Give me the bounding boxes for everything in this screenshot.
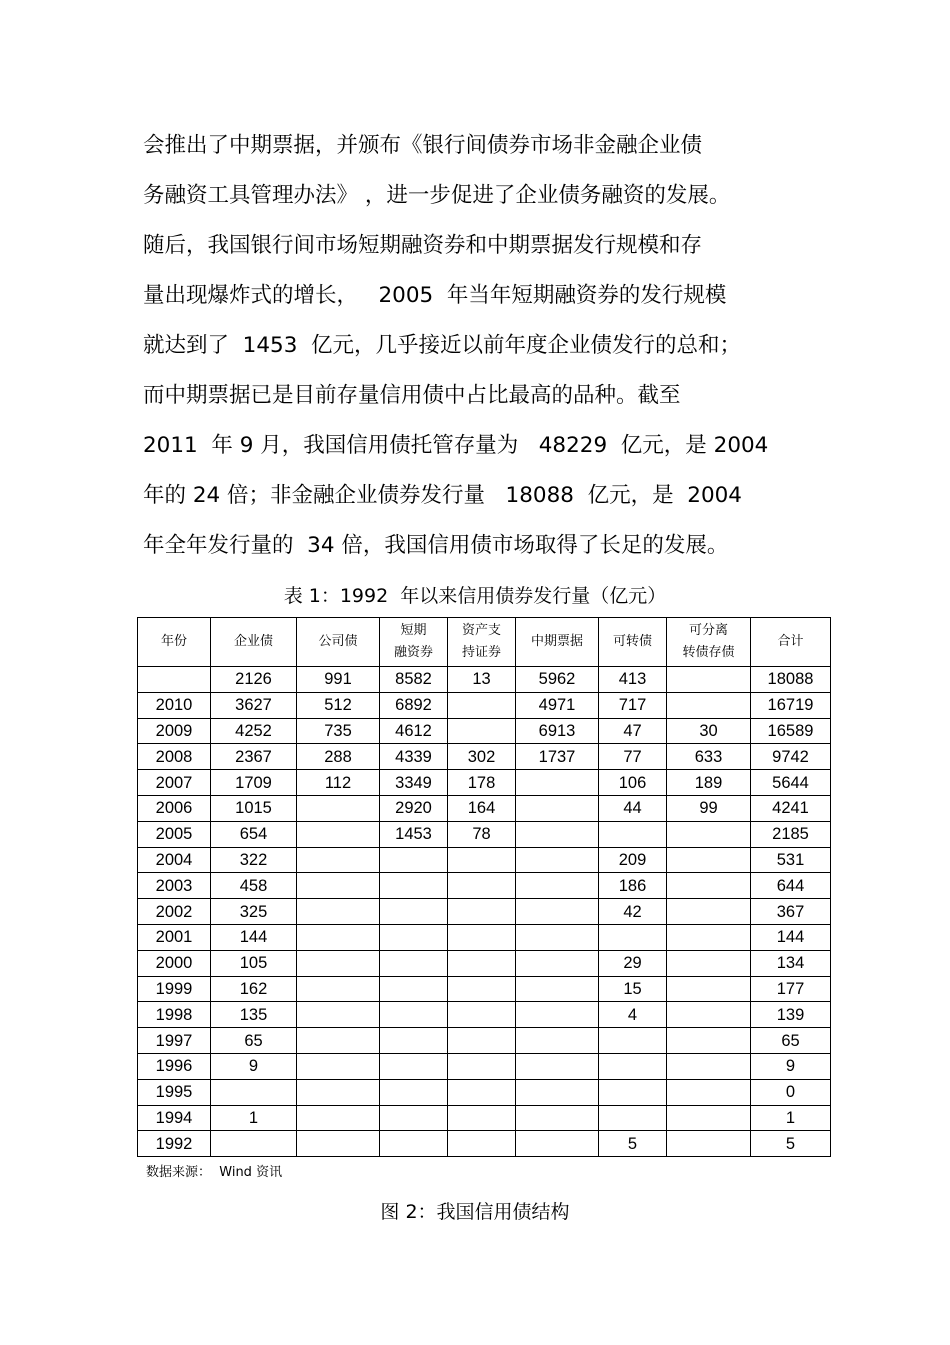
column-header xyxy=(380,618,448,667)
figure-caption: 图 2：我国信用债结构 xyxy=(380,1201,570,1223)
column-header-text: 中期票据 xyxy=(530,634,583,649)
value-cell xyxy=(516,950,599,976)
value-cell xyxy=(667,1002,751,1028)
value-cell: 189 xyxy=(667,770,751,796)
column-header xyxy=(138,618,211,667)
table-row xyxy=(138,744,831,770)
value-cell xyxy=(516,1079,599,1105)
value-cell: 135 xyxy=(211,1002,297,1028)
table-row xyxy=(138,899,831,925)
source-note: 数据来源： Wind 资讯 xyxy=(146,1165,283,1180)
year-cell: 1992 xyxy=(138,1131,211,1157)
value-cell: 8582 xyxy=(380,667,448,693)
value-cell xyxy=(448,1079,516,1105)
value-cell xyxy=(380,1002,448,1028)
column-header xyxy=(599,618,667,667)
value-cell: 1015 xyxy=(211,795,297,821)
value-cell xyxy=(211,1079,297,1105)
value-cell xyxy=(297,1028,380,1054)
table-row xyxy=(138,821,831,847)
value-cell xyxy=(599,821,667,847)
value-cell: 16589 xyxy=(751,718,831,744)
value-cell xyxy=(667,899,751,925)
year-cell: 1994 xyxy=(138,1105,211,1131)
value-cell xyxy=(380,873,448,899)
value-cell xyxy=(516,1131,599,1157)
value-cell xyxy=(516,899,599,925)
value-cell: 735 xyxy=(297,718,380,744)
value-cell xyxy=(516,976,599,1002)
value-cell xyxy=(448,1028,516,1054)
value-cell: 2367 xyxy=(211,744,297,770)
value-cell: 186 xyxy=(599,873,667,899)
value-cell xyxy=(516,924,599,950)
value-cell: 3627 xyxy=(211,692,297,718)
paragraph-line: 随后，我国银行间市场短期融资券和中期票据发行规模和存 xyxy=(143,233,703,258)
table-row xyxy=(138,1002,831,1028)
value-cell xyxy=(297,847,380,873)
year-cell: 2010 xyxy=(138,692,211,718)
value-cell: 633 xyxy=(667,744,751,770)
column-header xyxy=(448,618,516,667)
value-cell xyxy=(667,692,751,718)
value-cell: 6892 xyxy=(380,692,448,718)
table-row xyxy=(138,1105,831,1131)
value-cell xyxy=(211,1131,297,1157)
value-cell: 644 xyxy=(751,873,831,899)
value-cell: 1737 xyxy=(516,744,599,770)
table-row xyxy=(138,924,831,950)
paragraph-line: 2011 年 9 月，我国信用债托管存量为 48229 亿元，是 2004 xyxy=(143,433,769,458)
value-cell: 139 xyxy=(751,1002,831,1028)
year-cell: 1998 xyxy=(138,1002,211,1028)
table-row xyxy=(138,1131,831,1157)
value-cell: 717 xyxy=(599,692,667,718)
value-cell xyxy=(297,950,380,976)
value-cell xyxy=(667,847,751,873)
table-row xyxy=(138,1079,831,1105)
table-row xyxy=(138,718,831,744)
value-cell xyxy=(448,873,516,899)
column-header-text: 可分离 xyxy=(688,623,728,638)
paragraph-line: 量出现爆炸式的增长， 2005 年当年短期融资券的发行规模 xyxy=(143,283,727,308)
value-cell xyxy=(448,1002,516,1028)
value-cell: 288 xyxy=(297,744,380,770)
value-cell: 162 xyxy=(211,976,297,1002)
value-cell: 44 xyxy=(599,795,667,821)
value-cell xyxy=(380,976,448,1002)
paragraph-line: 就达到了 1453 亿元，几乎接近以前年度企业债发行的总和； xyxy=(143,333,742,358)
value-cell xyxy=(297,976,380,1002)
year-cell: 2007 xyxy=(138,770,211,796)
value-cell: 3349 xyxy=(380,770,448,796)
value-cell xyxy=(599,1028,667,1054)
column-header xyxy=(211,618,297,667)
value-cell xyxy=(297,873,380,899)
column-header-text: 年份 xyxy=(160,634,187,649)
value-cell xyxy=(667,950,751,976)
value-cell xyxy=(380,924,448,950)
value-cell: 991 xyxy=(297,667,380,693)
year-cell: 2000 xyxy=(138,950,211,976)
value-cell xyxy=(667,667,751,693)
table-row xyxy=(138,770,831,796)
value-cell: 2920 xyxy=(380,795,448,821)
table-row xyxy=(138,795,831,821)
value-cell: 42 xyxy=(599,899,667,925)
year-cell: 2001 xyxy=(138,924,211,950)
table-header-row xyxy=(138,618,831,667)
value-cell: 4339 xyxy=(380,744,448,770)
value-cell xyxy=(667,1053,751,1079)
value-cell xyxy=(599,1105,667,1131)
value-cell xyxy=(516,1053,599,1079)
column-header-text: 持证券 xyxy=(461,645,501,660)
value-cell: 9742 xyxy=(751,744,831,770)
column-header-text: 公司债 xyxy=(318,634,358,649)
value-cell: 47 xyxy=(599,718,667,744)
table-row xyxy=(138,692,831,718)
value-cell xyxy=(380,847,448,873)
value-cell xyxy=(297,1002,380,1028)
column-header-text: 短期 xyxy=(400,623,427,638)
column-header-text: 转债存债 xyxy=(682,645,735,660)
value-cell: 2185 xyxy=(751,821,831,847)
value-cell xyxy=(516,847,599,873)
value-cell xyxy=(380,1105,448,1131)
value-cell: 65 xyxy=(751,1028,831,1054)
value-cell xyxy=(380,1028,448,1054)
year-cell: 2008 xyxy=(138,744,211,770)
table-row xyxy=(138,950,831,976)
value-cell: 9 xyxy=(751,1053,831,1079)
value-cell xyxy=(667,924,751,950)
value-cell: 1453 xyxy=(380,821,448,847)
value-cell: 654 xyxy=(211,821,297,847)
value-cell: 5 xyxy=(751,1131,831,1157)
value-cell: 77 xyxy=(599,744,667,770)
value-cell xyxy=(448,924,516,950)
table-row xyxy=(138,667,831,693)
value-cell xyxy=(516,770,599,796)
value-cell: 105 xyxy=(211,950,297,976)
value-cell: 30 xyxy=(667,718,751,744)
value-cell: 178 xyxy=(448,770,516,796)
paragraph-line: 会推出了中期票据，并颁布《银行间债券市场非金融企业债 xyxy=(143,133,703,158)
table-row xyxy=(138,847,831,873)
value-cell xyxy=(667,821,751,847)
paragraph-line: 年的 24 倍；非金融企业债券发行量 18088 亿元，是 2004 xyxy=(143,483,742,508)
value-cell xyxy=(297,924,380,950)
value-cell: 99 xyxy=(667,795,751,821)
value-cell: 134 xyxy=(751,950,831,976)
table-row xyxy=(138,1028,831,1054)
value-cell: 65 xyxy=(211,1028,297,1054)
value-cell: 15 xyxy=(599,976,667,1002)
value-cell: 209 xyxy=(599,847,667,873)
year-cell: 1999 xyxy=(138,976,211,1002)
year-cell: 2006 xyxy=(138,795,211,821)
column-header xyxy=(516,618,599,667)
year-cell: 1997 xyxy=(138,1028,211,1054)
value-cell xyxy=(380,899,448,925)
value-cell xyxy=(667,873,751,899)
year-cell: 2002 xyxy=(138,899,211,925)
value-cell: 1709 xyxy=(211,770,297,796)
value-cell xyxy=(448,1131,516,1157)
column-header xyxy=(667,618,751,667)
value-cell: 1 xyxy=(211,1105,297,1131)
value-cell xyxy=(448,976,516,1002)
value-cell: 177 xyxy=(751,976,831,1002)
column-header-text: 企业债 xyxy=(233,634,273,649)
value-cell: 144 xyxy=(751,924,831,950)
value-cell xyxy=(448,1105,516,1131)
value-cell: 458 xyxy=(211,873,297,899)
value-cell xyxy=(380,950,448,976)
value-cell: 5 xyxy=(599,1131,667,1157)
column-header-text: 融资券 xyxy=(393,645,433,660)
value-cell xyxy=(448,1053,516,1079)
value-cell: 2126 xyxy=(211,667,297,693)
value-cell xyxy=(380,1053,448,1079)
value-cell: 13 xyxy=(448,667,516,693)
year-cell: 1995 xyxy=(138,1079,211,1105)
value-cell xyxy=(448,950,516,976)
column-header xyxy=(751,618,831,667)
value-cell: 4971 xyxy=(516,692,599,718)
year-cell xyxy=(138,667,211,693)
year-cell: 2009 xyxy=(138,718,211,744)
paragraph-line: 年全年发行量的 34 倍，我国信用债市场取得了长足的发展。 xyxy=(143,533,729,558)
paragraph-line: 务融资工具管理办法》 ，进一步促进了企业债务融资的发展。 xyxy=(143,183,731,208)
value-cell xyxy=(667,1028,751,1054)
year-cell: 2003 xyxy=(138,873,211,899)
value-cell xyxy=(297,1131,380,1157)
value-cell xyxy=(516,1002,599,1028)
value-cell xyxy=(380,1131,448,1157)
column-header-text: 合计 xyxy=(777,634,804,649)
value-cell xyxy=(599,1053,667,1079)
year-cell: 1996 xyxy=(138,1053,211,1079)
value-cell xyxy=(516,1028,599,1054)
value-cell xyxy=(667,1079,751,1105)
value-cell: 4241 xyxy=(751,795,831,821)
value-cell: 302 xyxy=(448,744,516,770)
credit-bond-issuance-table xyxy=(137,617,831,1157)
value-cell xyxy=(297,1053,380,1079)
value-cell: 18088 xyxy=(751,667,831,693)
value-cell xyxy=(297,899,380,925)
value-cell xyxy=(380,1079,448,1105)
value-cell: 164 xyxy=(448,795,516,821)
table-row xyxy=(138,976,831,1002)
value-cell: 325 xyxy=(211,899,297,925)
column-header xyxy=(297,618,380,667)
value-cell: 367 xyxy=(751,899,831,925)
value-cell: 5962 xyxy=(516,667,599,693)
year-cell: 2005 xyxy=(138,821,211,847)
value-cell xyxy=(448,899,516,925)
value-cell xyxy=(297,1105,380,1131)
value-cell: 1 xyxy=(751,1105,831,1131)
value-cell xyxy=(297,795,380,821)
value-cell: 322 xyxy=(211,847,297,873)
value-cell: 4 xyxy=(599,1002,667,1028)
value-cell xyxy=(448,847,516,873)
value-cell: 512 xyxy=(297,692,380,718)
value-cell: 29 xyxy=(599,950,667,976)
value-cell xyxy=(667,976,751,1002)
value-cell: 4612 xyxy=(380,718,448,744)
value-cell xyxy=(448,692,516,718)
value-cell: 531 xyxy=(751,847,831,873)
column-header-text: 可转债 xyxy=(612,634,652,649)
value-cell: 106 xyxy=(599,770,667,796)
value-cell: 0 xyxy=(751,1079,831,1105)
value-cell: 16719 xyxy=(751,692,831,718)
value-cell: 4252 xyxy=(211,718,297,744)
value-cell xyxy=(599,1079,667,1105)
value-cell: 5644 xyxy=(751,770,831,796)
value-cell xyxy=(516,795,599,821)
table-row xyxy=(138,873,831,899)
paragraph-line: 而中期票据已是目前存量信用债中占比最高的品种。截至 xyxy=(143,383,681,408)
column-header-text: 资产支 xyxy=(461,623,501,638)
value-cell xyxy=(516,873,599,899)
value-cell xyxy=(297,821,380,847)
table-row xyxy=(138,1053,831,1079)
value-cell: 78 xyxy=(448,821,516,847)
value-cell: 6913 xyxy=(516,718,599,744)
year-cell: 2004 xyxy=(138,847,211,873)
value-cell xyxy=(667,1105,751,1131)
value-cell xyxy=(516,821,599,847)
value-cell: 413 xyxy=(599,667,667,693)
table-caption: 表 1：1992 年以来信用债券发行量（亿元） xyxy=(283,585,667,607)
value-cell xyxy=(667,1131,751,1157)
value-cell xyxy=(599,924,667,950)
value-cell: 9 xyxy=(211,1053,297,1079)
value-cell xyxy=(448,718,516,744)
value-cell: 144 xyxy=(211,924,297,950)
value-cell xyxy=(297,1079,380,1105)
value-cell xyxy=(516,1105,599,1131)
value-cell: 112 xyxy=(297,770,380,796)
